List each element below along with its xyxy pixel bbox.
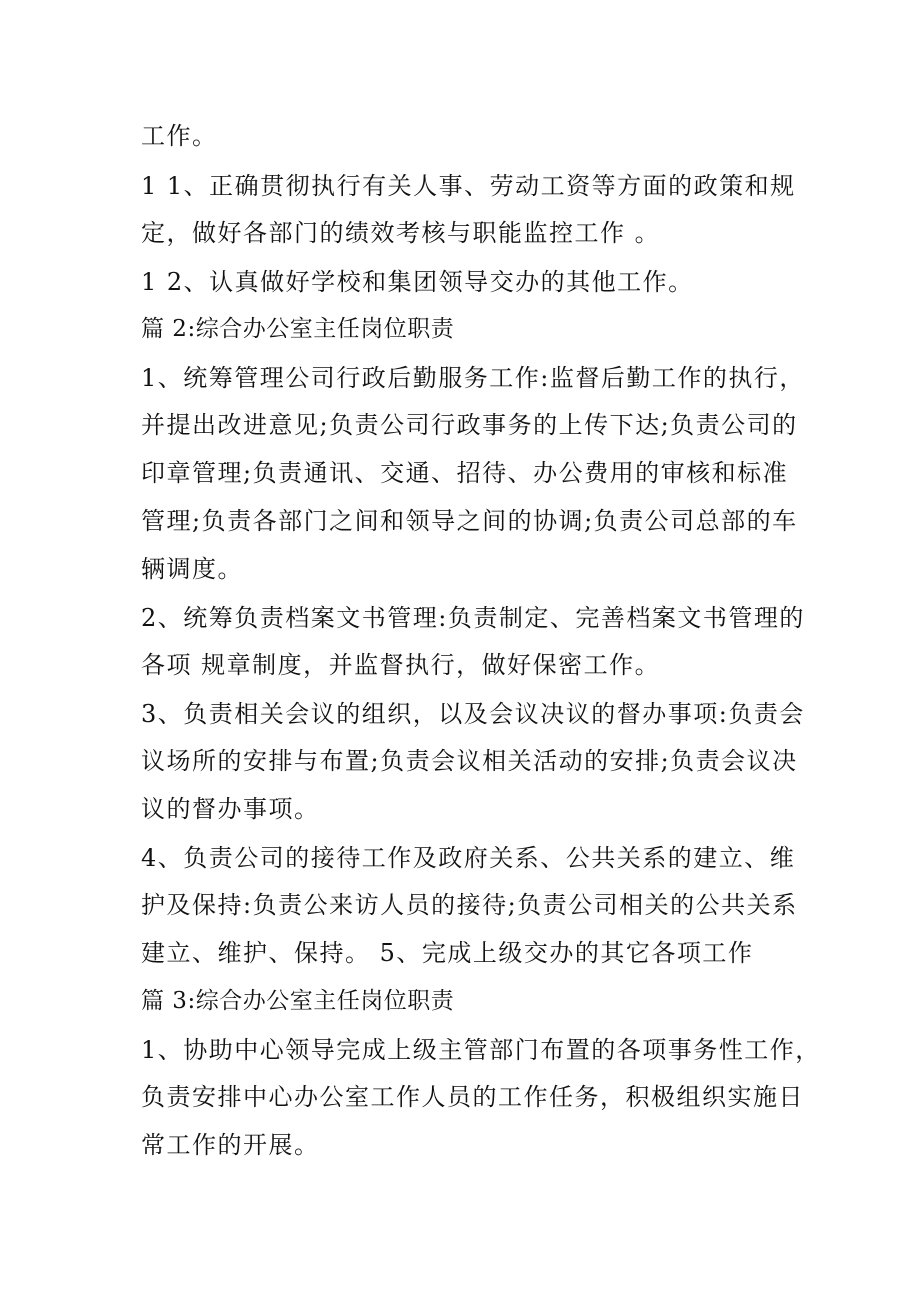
text-line: 并提出改进意见;负责公司行政事务的上传下达;负责公司的 <box>141 411 798 439</box>
text-line: 3、负责相关会议的组织，以及会议决议的督办事项:负责会 <box>141 700 805 728</box>
text-line: 1、统筹管理公司行政后勤服务工作:监督后勤工作的执行， <box>141 364 805 392</box>
text-line: 各项 规章制度，并监督执行，做好保密工作。 <box>141 651 661 679</box>
text-line: 议的督办事项。 <box>141 795 320 823</box>
text-line: 负责安排中心办公室工作人员的工作任务，积极组织实施日 <box>141 1083 804 1111</box>
text-line: 印章管理;负责通讯、交通、招待、办公费用的审核和标准 <box>141 459 789 487</box>
text-line: 定，做好各部门的绩效考核与职能监控工作 。 <box>141 219 661 247</box>
text-line: 工作。 <box>141 122 218 150</box>
text-line: 建立、维护、保持。 5、完成上级交办的其它各项工作 <box>141 939 754 967</box>
text-line: 护及保持:负责公来访人员的接待;负责公司相关的公共关系 <box>141 891 798 919</box>
text-line: 管理;负责各部门之间和领导之间的协调;负责公司总部的车 <box>141 507 798 535</box>
section-heading: 篇 3:综合办公室主任岗位职责 <box>141 988 455 1014</box>
text-line: 1、协助中心领导完成上级主管部门布置的各项事务性工作， <box>141 1036 821 1064</box>
section-heading: 篇 2:综合办公室主任岗位职责 <box>141 316 455 342</box>
text-line: 2、统筹负责档案文书管理:负责制定、完善档案文书管理的 <box>141 604 805 632</box>
text-line: 常工作的开展。 <box>141 1131 320 1159</box>
text-line: 议场所的安排与布置;负责会议相关活动的安排;负责会议决 <box>141 747 798 775</box>
text-line: 4、负责公司的接待工作及政府关系、公共关系的建立、维 <box>141 844 796 872</box>
text-line: 辆调度。 <box>141 555 243 583</box>
text-line: 1 2、认真做好学校和集团领导交办的其他工作。 <box>141 268 694 296</box>
text-line: 1 1、正确贯彻执行有关人事、劳动工资等方面的政策和规 <box>141 172 796 200</box>
